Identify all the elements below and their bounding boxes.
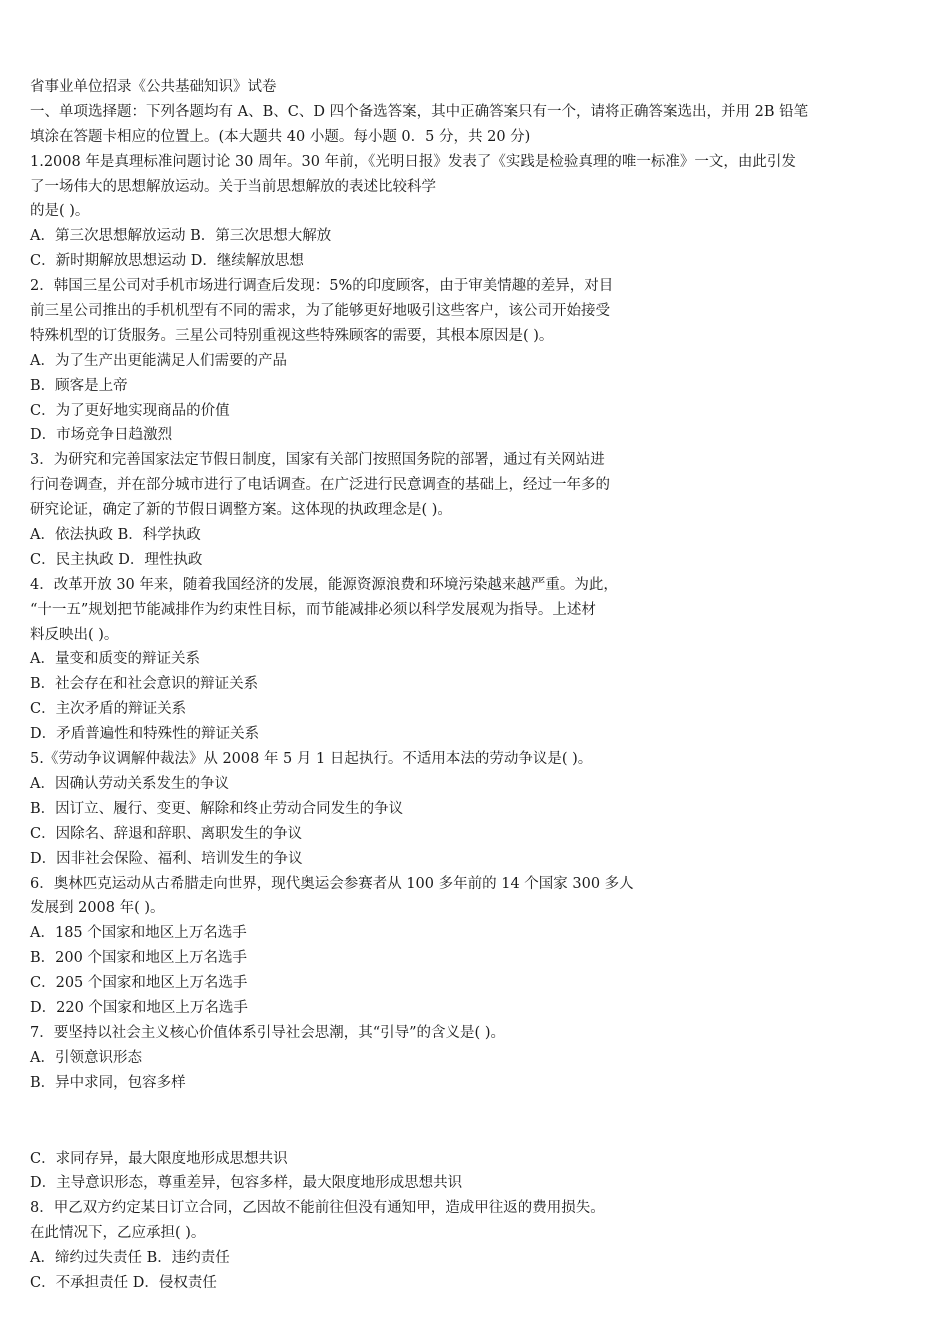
question-line: 6．奥林匹克运动从古希腊走向世界，现代奥运会参赛者从 100 多年前的 14 个国家 300 多人 [30,875,634,892]
question-line: D．220 个国家和地区上万名选手 [30,999,248,1016]
question-line: A．依法执政 B．科学执政 [30,527,201,544]
question-line: “十一五”规划把节能减排作为约束性目标，而节能减排必须以科学发展观为指导。上述材 [30,601,596,618]
question-line: 8．甲乙双方约定某日订立合同，乙因故不能前往但没有通知甲，造成甲往返的费用损失。 [30,1200,605,1217]
question-line: C．新时期解放思想运动 D．继续解放思想 [30,253,304,270]
question-line: D．因非社会保险、福利、培训发生的争议 [30,850,303,867]
question-line: 特殊机型的订货服务。三星公司特别重视这些特殊顾客的需要，其根本原因是( )。 [30,327,554,344]
question-line: C．205 个国家和地区上万名选手 [30,975,248,992]
instruction-line: 填涂在答题卡相应的位置上。(本大题共 40 小题。每小题 0．5 分，共 20 分) [30,128,531,145]
question-line: 研究论证，确定了新的节假日调整方案。这体现的执政理念是( )。 [30,502,452,519]
question-line: C．求同存异，最大限度地形成思想共识 [30,1150,288,1167]
question-line: D．市场竞争日趋激烈 [30,427,173,444]
question-line: D．矛盾普遍性和特殊性的辩证关系 [30,726,260,743]
question-line: A．引领意识形态 [30,1049,142,1066]
blank-gap [30,1096,910,1147]
question-line: A．缔约过失责任 B．违约责任 [30,1250,230,1267]
question-line: A．第三次思想解放运动 B．第三次思想大解放 [30,228,332,245]
question-line: B．200 个国家和地区上万名选手 [30,950,247,967]
question-line: B．因订立、履行、变更、解除和终止劳动合同发生的争议 [30,800,404,817]
question-line: B．顾客是上帝 [30,377,128,394]
question-line: 1.2008 年是真理标准问题讨论 30 周年。30 年前，《光明日报》发表了《实践是检验真理的唯一标准》一文，由此引发 [30,153,796,170]
question-line: A．因确认劳动关系发生的争议 [30,775,229,792]
question-line: D．主导意识形态，尊重差异，包容多样，最大限度地形成思想共识 [30,1175,463,1192]
question-line: C．因除名、辞退和辞职、离职发生的争议 [30,825,303,842]
question-line: 了一场伟大的思想解放运动。关于当前思想解放的表述比较科学 [30,178,436,195]
question-line: A．为了生产出更能满足人们需要的产品 [30,352,287,369]
exam-title: 省事业单位招录《公共基础知识》试卷 [30,79,277,95]
question-line: C．不承担责任 D．侵权责任 [30,1274,217,1291]
question-line: 发展到 2008 年( )。 [30,900,165,917]
question-line: 5.《劳动争议调解仲裁法》从 2008 年 5 月 1 日起执行。不适用本法的劳动争议是( )。 [30,751,593,768]
question-line: 2．韩国三星公司对手机市场进行调查后发现：5%的印度顾客，由于审美情趣的差异，对目 [30,278,614,295]
question-line: C．主次矛盾的辩证关系 [30,701,187,718]
questions-block-1 [30,150,910,1096]
questions-block-2 [30,1147,910,1296]
question-line: 行问卷调查，并在部分城市进行了电话调查。在广泛进行民意调查的基础上，经过一年多的 [30,477,610,494]
question-line: 前三星公司推出的手机机型有不同的需求，为了能够更好地吸引这些客户，该公司开始接受 [30,303,610,320]
question-line: B．异中求同，包容多样 [30,1074,186,1091]
exam-page [30,75,910,1296]
question-line: 的是( )。 [30,203,90,220]
question-line: 4．改革开放 30 年来，随着我国经济的发展，能源资源浪费和环境污染越来越严重。为此， [30,576,618,593]
question-line: A．量变和质变的辩证关系 [30,651,200,668]
question-line: A．185 个国家和地区上万名选手 [30,925,247,942]
question-line: C．民主执政 D．理性执政 [30,551,203,568]
question-line: 在此情况下，乙应承担( )。 [30,1225,206,1242]
question-line: B．社会存在和社会意识的辩证关系 [30,676,259,693]
question-line: 料反映出( )。 [30,626,119,643]
question-line: 7．要坚持以社会主义核心价值体系引导社会思潮，其“引导”的含义是( )。 [30,1024,505,1041]
question-line: 3．为研究和完善国家法定节假日制度，国家有关部门按照国务院的部署，通过有关网站进 [30,452,605,469]
question-line: C．为了更好地实现商品的价值 [30,402,230,419]
instruction-line: 一、单项选择题：下列各题均有 A、B、C、D 四个备选答案，其中正确答案只有一个，请将正确答案选出，并用 2B 铅笔 [30,103,809,120]
